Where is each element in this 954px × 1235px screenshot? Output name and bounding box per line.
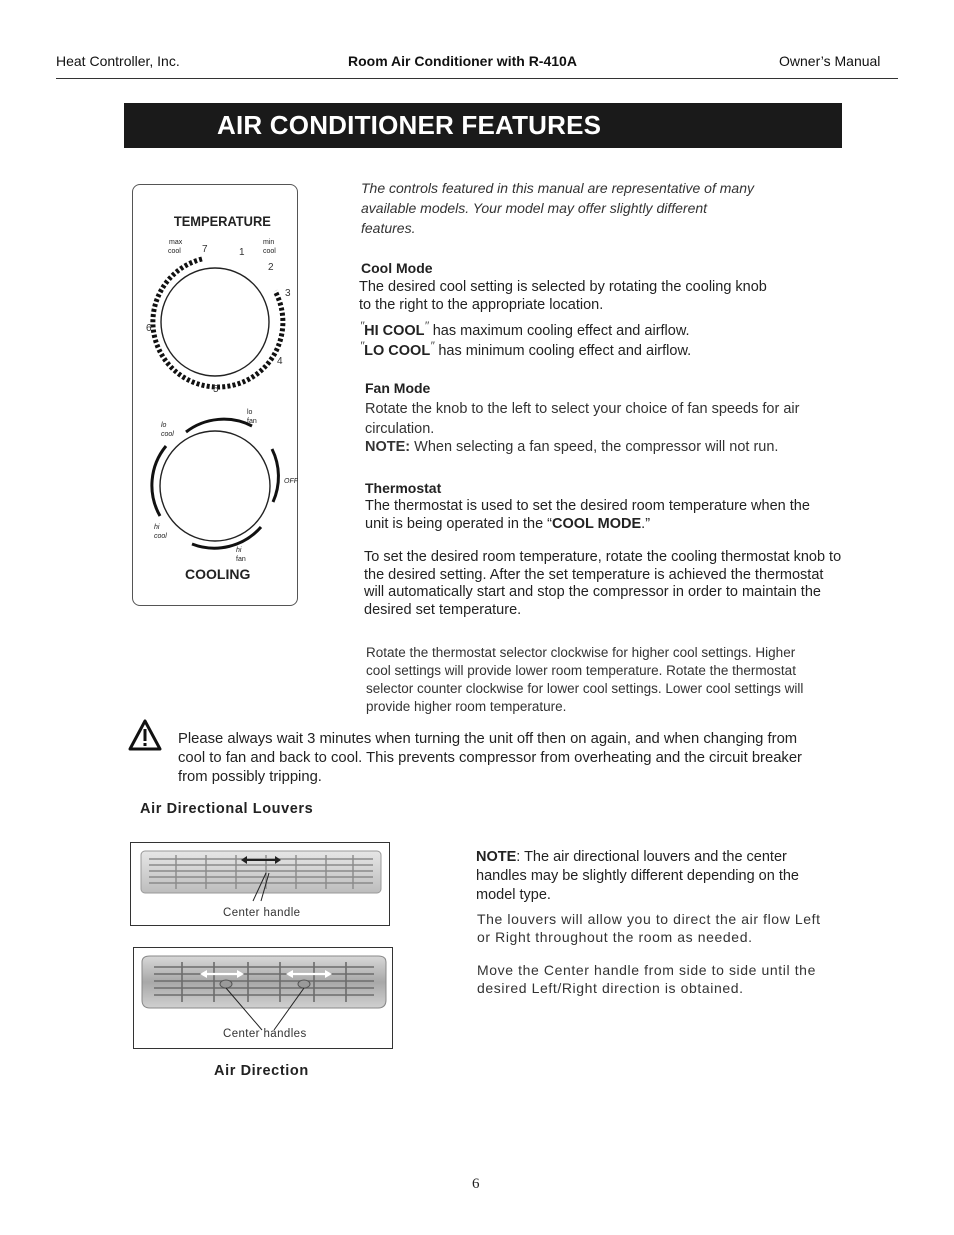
louver-photo-single [130,842,390,926]
fan-mode-text: Rotate the knob to the left to select your choice of fan speeds for air circulation. [365,401,800,437]
intro-text: The controls featured in this manual are representative of many available models. Your model may offer slightly different features. [361,180,754,236]
warning-text: Please always wait 3 minutes when turning the unit off then on again, and when changing from cool to fan and back to cool. This prevents compressor from overheating and the circuit breaker from possibly tripping. [178,731,802,785]
thermostat-text-1a: The thermostat is used to set the desired room temperature when the unit is being operated in the “ [365,498,810,532]
dial-number: 2 [267,261,274,273]
header-product: Room Air Conditioner with R-410A [348,53,577,69]
thermostat-text-3: Rotate the thermostat selector clockwise for higher cool settings. Higher cool settings will provide lower room temperature. Rotate the thermostat selector counter clockwise for lower cool settings. Lower cool settings will provide higher room temperature. [366,645,804,714]
temp-min-cool-label: cool [262,247,276,255]
header-company: Heat Controller, Inc. [56,53,180,69]
caption-center-handle: Center handle [223,907,301,919]
louvers-text-1: The louvers will allow you to direct the air flow Left or Right throughout the room as needed. [477,911,821,945]
hi-cool-label: HI COOL [364,322,425,339]
louvers-note [476,848,836,905]
thermostat-text-1b: .” [641,515,651,532]
lo-cool-text: has minimum cooling effect and airflow. [438,342,692,359]
page-number: 6 [472,1176,480,1192]
lo-fan-label: lo [246,408,252,416]
cooling-knob-icon [160,431,270,541]
cooling-label: COOLING [184,565,250,582]
fan-mode-note [365,439,835,457]
page-title: AIR CONDITIONER FEATURES [217,110,602,140]
louver-photo-double [133,947,393,1049]
cooling-arc-bottom-icon [192,527,261,548]
caption-center-handles: Center handles [223,1028,307,1040]
louvers-note-text: : The air directional louvers and the center handles may be slightly different depending on the model type. [476,849,799,903]
temp-max-label: max [168,238,182,246]
louvers-text-2: Move the Center handle from side to side until the desired Left/Right direction is obtained. [477,962,816,996]
cool-mode-bold: COOL MODE [552,515,642,532]
hi-cool-label: hi [153,523,159,531]
temp-max-cool-label: cool [167,247,181,255]
lo-fan-label-2: fan [246,417,257,425]
cooling-arc-top-icon [186,419,252,432]
temp-min-label: min [262,238,274,246]
lo-cool-label-2: cool [160,430,174,438]
dial-number: 5 [212,383,219,395]
lo-cool-label: lo [160,421,166,429]
fan-mode-heading: Fan Mode [365,380,431,396]
dial-number: 1 [238,246,245,258]
air-direction-label: Air Direction [214,1063,309,1079]
dial-number: 3 [284,287,291,299]
lo-cool-label: LO COOL [364,342,431,359]
hi-fan-label-2: fan [235,555,246,563]
lo-cool-line: ′′LO COOL′′ has minimum cooling effect and airflow. [360,340,692,359]
cool-mode-text: The desired cool setting is selected by rotating the cooling knob to the right to the appropriate location. [359,279,767,313]
cooling-arc-right-icon [272,449,278,502]
louvers-heading: Air Directional Louvers [140,801,314,817]
hi-fan-label: hi [235,546,241,554]
hi-cool-text: has maximum cooling effect and airflow. [432,322,690,339]
thermostat-text-2: To set the desired room temperature, rotate the cooling thermostat knob to the desired setting. After the set temperature is achieved the thermostat will automatically start and stop the compressor in order to maintain the desired set temperature. [364,549,842,618]
hi-cool-line: ′′HI COOL′′ has maximum cooling effect and airflow. [360,320,690,339]
control-panel-drawing [132,184,298,606]
cool-mode-heading: Cool Mode [361,260,433,276]
header-manual: Owner’s Manual [779,53,881,69]
control-panel [132,184,298,606]
hi-cool-label-2: cool [153,532,167,540]
thermostat-text-1 [365,498,835,533]
fan-note-text: When selecting a fan speed, the compressor will not run. [414,439,779,455]
dial-number: 4 [276,355,283,367]
off-label: OFF [283,477,298,485]
header-rule [56,78,898,79]
warning-icon [127,718,163,752]
fan-note-label: NOTE: [365,439,411,455]
thermostat-heading: Thermostat [365,480,442,496]
dial-number: 7 [201,243,208,255]
temperature-scale-icon [152,259,282,387]
temperature-knob-icon [161,268,269,376]
louvers-note-label: NOTE [476,849,517,865]
dial-number: 6 [145,322,152,334]
temperature-label: TEMPERATURE [173,213,271,229]
